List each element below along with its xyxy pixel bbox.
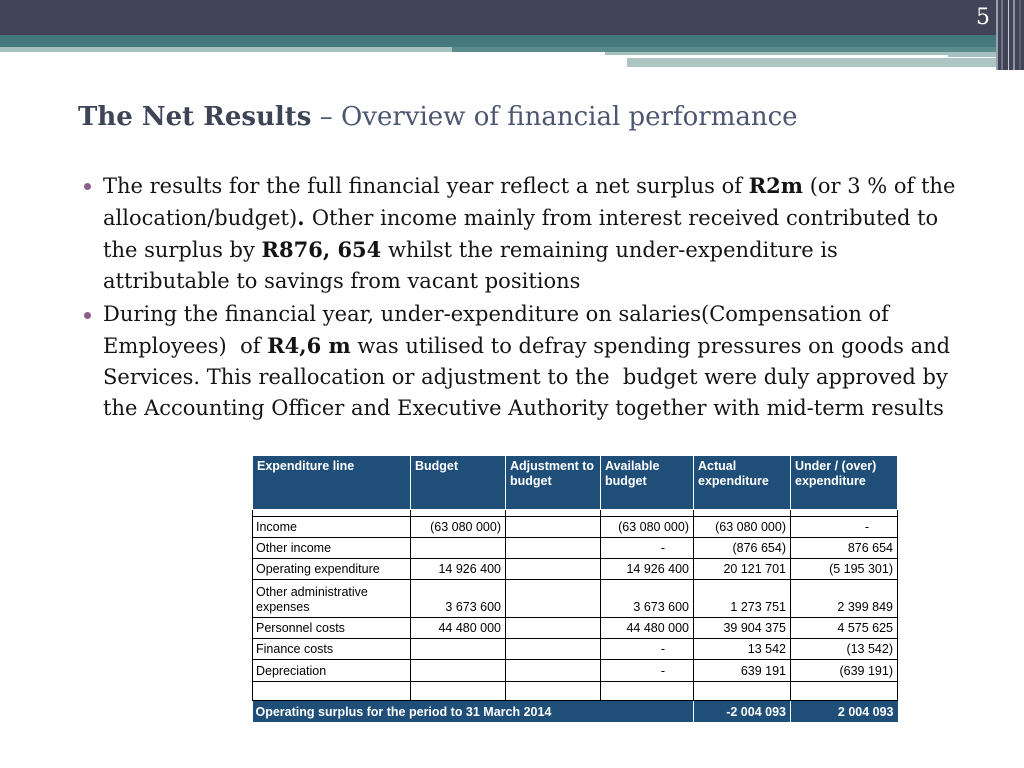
table-cell: 20 121 701 [694,559,791,580]
table-cell [506,660,601,682]
table-row-label: Other income [253,538,411,559]
table-spacer-cell [411,510,506,517]
table-cell [506,580,601,618]
table-header-cell: Adjustment to budget [506,456,601,510]
table-header-row [253,456,898,510]
table-cell: 639 191 [694,660,791,682]
slide-title [78,100,798,134]
bullet-dot-icon [84,183,91,190]
table-cell [694,682,791,701]
table-cell [506,618,601,639]
table-cell [506,559,601,580]
table-footer-row [253,701,898,723]
table-row [253,618,898,639]
bullet-text [103,170,969,297]
bullet-text-segment: During the financial year, under-expenditure on salaries(Compensation of Employees) of [103,302,889,358]
corner-stripes-decoration [996,0,1024,70]
bullet-dot-icon [84,312,91,319]
bullet-text-segment: Other income mainly from interest received contributed to the surplus by [103,206,939,262]
table-row-label: Depreciation [253,660,411,682]
table-cell: - [601,639,694,660]
bullet-text-bold-segment: R2m [748,173,804,198]
financial-table [252,455,898,722]
table-cell: (639 191) [791,660,898,682]
table-spacer-cell [694,510,791,517]
table-cell: 44 480 000 [411,618,506,639]
table-row [253,538,898,559]
bullet-item [84,299,969,424]
table-row [253,660,898,682]
table-cell [791,682,898,701]
table-cell [506,517,601,538]
bullet-text-segment: was utilised to defray spending pressures on goods and Services. This reallocation or adjustment to the budget were duly approved by the Accounting Officer and Executive Authority together with mid-term results [103,334,951,420]
table-cell [506,538,601,559]
table-cell: 1 273 751 [694,580,791,618]
table-cell: (63 080 000) [694,517,791,538]
bullet-text [103,299,969,424]
table-cell: 39 904 375 [694,618,791,639]
header-accent-teal-band [0,35,1024,47]
header-bar [0,0,1024,35]
header-accent-sage-right-2 [627,58,1013,67]
table-row [253,682,898,701]
table-row [253,639,898,660]
table-header-cell: Expenditure line [253,456,411,510]
table-row [253,559,898,580]
table-cell [506,682,601,701]
bullet-text-bold-segment: R876, 654 [261,237,382,262]
bullet-text-segment: The results for the full financial year reflect a net surplus of [103,174,749,198]
table-cell: (63 080 000) [411,517,506,538]
table-cell: (13 542) [791,639,898,660]
table-cell: 3 673 600 [411,580,506,618]
table-cell [411,682,506,701]
table-row-label: Personnel costs [253,618,411,639]
table-row-label [253,682,411,701]
table-cell [506,639,601,660]
slide-title-main: The Net Results [78,102,312,132]
bullet-text-bold-segment: . [297,205,312,230]
table-cell: 3 673 600 [601,580,694,618]
table-row-label: Income [253,517,411,538]
financial-table-container [252,455,898,722]
page-number: 5 [976,5,990,30]
table-cell: - [601,660,694,682]
table-cell: 13 542 [694,639,791,660]
table-spacer-cell [253,510,411,517]
table-cell [411,660,506,682]
table-cell: 14 926 400 [411,559,506,580]
table-cell: 2 399 849 [791,580,898,618]
table-header-cell: Under / (over) expenditure [791,456,898,510]
table-cell: - [601,538,694,559]
table-row [253,580,898,618]
table-cell [411,538,506,559]
bullet-text-segment: whilst the remaining under-expenditure is attributable to savings from vacant positions [103,238,838,293]
table-row [253,517,898,538]
bullet-text-segment: (or 3 % of the allocation/budget) [103,174,956,230]
table-cell [411,639,506,660]
table-row-label: Finance costs [253,639,411,660]
table-spacer-row [253,510,898,517]
bullet-item [84,170,969,297]
table-spacer-cell [791,510,898,517]
table-footer-actual-value: -2 004 093 [694,701,791,723]
slide-title-subtitle: – Overview of financial performance [311,102,798,132]
table-spacer-cell [506,510,601,517]
table-footer-under-value: 2 004 093 [791,701,898,723]
table-header-cell: Available budget [601,456,694,510]
table-cell: 876 654 [791,538,898,559]
bullet-text-bold-segment: R4,6 m [267,333,351,358]
table-header-cell: Budget [411,456,506,510]
table-cell: (5 195 301) [791,559,898,580]
table-cell: - [791,517,898,538]
table-cell [601,682,694,701]
bullet-list [84,170,969,426]
table-header-cell: Actual expenditure [694,456,791,510]
table-spacer-cell [601,510,694,517]
table-cell: 44 480 000 [601,618,694,639]
table-cell: (876 654) [694,538,791,559]
table-cell: 4 575 625 [791,618,898,639]
table-cell: (63 080 000) [601,517,694,538]
table-cell: 14 926 400 [601,559,694,580]
table-footer-label: Operating surplus for the period to 31 March 2014 [253,701,694,723]
table-row-label: Operating expenditure [253,559,411,580]
table-row-label: Other administrative expenses [253,580,411,618]
